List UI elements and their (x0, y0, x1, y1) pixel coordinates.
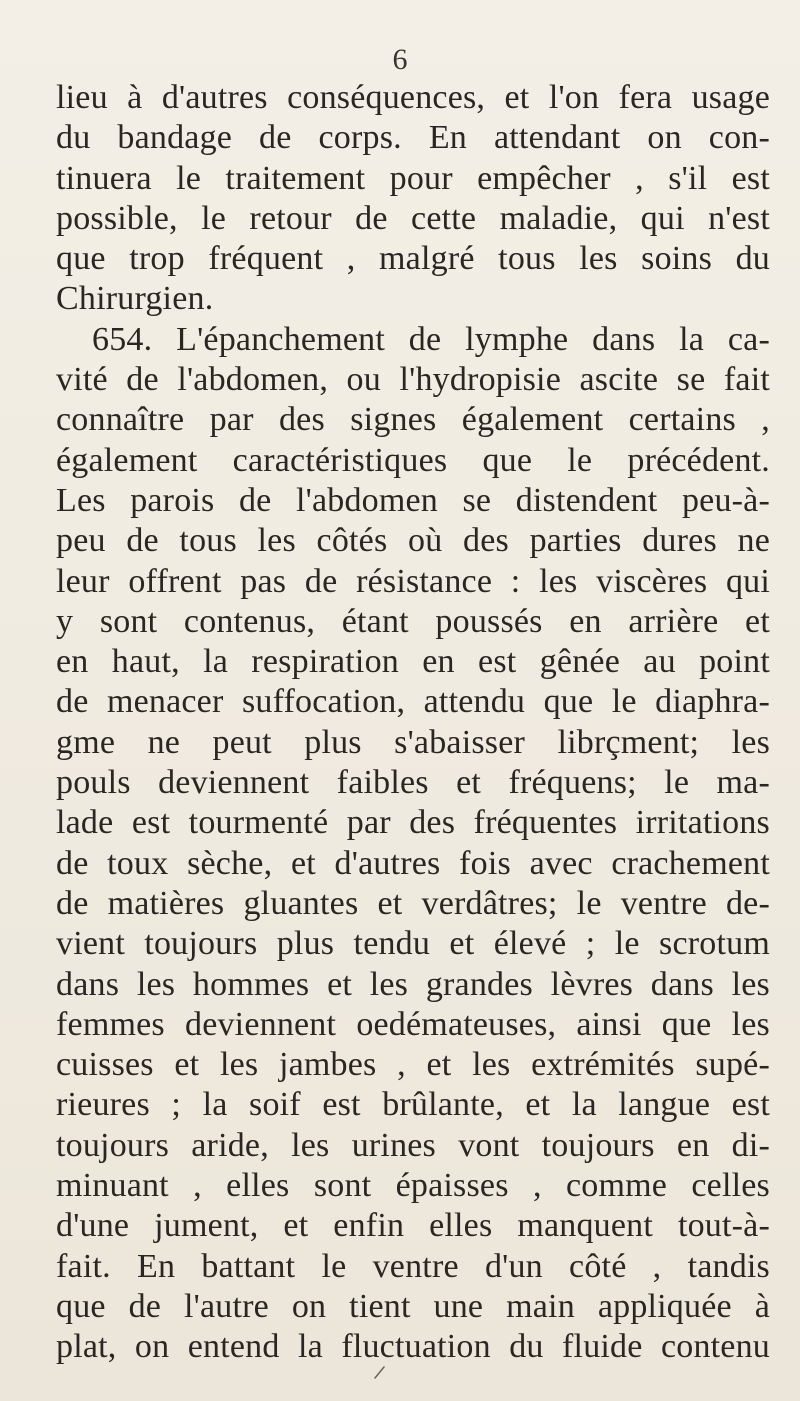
text-line: toujours aride, les urines vont toujours en di- (56, 1126, 770, 1164)
text-line: de menacer suffocation, attendu que le diaphra- (56, 683, 770, 721)
text-line: de matières gluantes et verdâtres; le ventre de- (56, 884, 770, 922)
text-line: gme ne peut plus s'abaisser librçment; les (56, 723, 770, 761)
body-text (56, 78, 770, 1368)
text-line: plat, on entend la fluctuation du fluide contenu (56, 1328, 770, 1366)
text-line: tinuera le traitement pour empêcher , s'il est (56, 159, 770, 197)
text-line: du bandage de corps. En attendant on con- (56, 119, 770, 157)
text-line: que trop fréquent , malgré tous les soins du (56, 240, 770, 278)
text-line: pouls deviennent faibles et fréquens; le ma- (56, 764, 770, 802)
text-line: cuisses et les jambes , et les extrémités supé- (56, 1046, 770, 1084)
text-line: y sont contenus, étant poussés en arrière et (56, 602, 770, 640)
text-line: peu de tous les côtés où des parties dures ne (56, 522, 770, 560)
text-line: Chirurgien. (56, 280, 214, 318)
text-line: leur offrent pas de résistance : les viscères qui (56, 562, 770, 600)
text-line: vient toujours plus tendu et élevé ; le scrotum (56, 925, 770, 963)
text-line: lade est tourmenté par des fréquentes irritations (56, 804, 770, 842)
text-line: fait. En battant le ventre d'un côté , tandis (56, 1247, 770, 1285)
text-line: que de l'autre on tient une main appliquée à (56, 1287, 770, 1325)
text-line: rieures ; la soif est brûlante, et la langue est (56, 1086, 770, 1124)
text-line: lieu à d'autres conséquences, et l'on fera usage (56, 79, 770, 116)
text-line: connaître par des signes également certains , (56, 401, 770, 439)
text-line: de toux sèche, et d'autres fois avec crachement (56, 844, 770, 882)
page-number: 6 (392, 43, 408, 76)
ink-mark-icon (372, 1364, 388, 1380)
text-line: Les parois de l'abdomen se distendent peu-à- (56, 481, 770, 519)
text-line: d'une jument, et enfin elles manquent tout-à- (56, 1207, 770, 1245)
text-line: minuant , elles sont épaisses , comme celles (56, 1167, 770, 1205)
text-line: en haut, la respiration en est gênée au point (56, 643, 770, 681)
text-line: vité de l'abdomen, ou l'hydropisie ascite se fait (56, 361, 770, 399)
text-line: également caractéristiques que le précédent. (56, 441, 770, 479)
text-line: dans les hommes et les grandes lèvres dans les (56, 965, 770, 1003)
paragraph-start-line: 654. L'épanchement de lymphe dans la ca- (92, 320, 770, 358)
text-line: femmes deviennent oedémateuses, ainsi que les (56, 1005, 770, 1043)
text-line: possible, le retour de cette maladie, qui n'est (56, 199, 770, 237)
